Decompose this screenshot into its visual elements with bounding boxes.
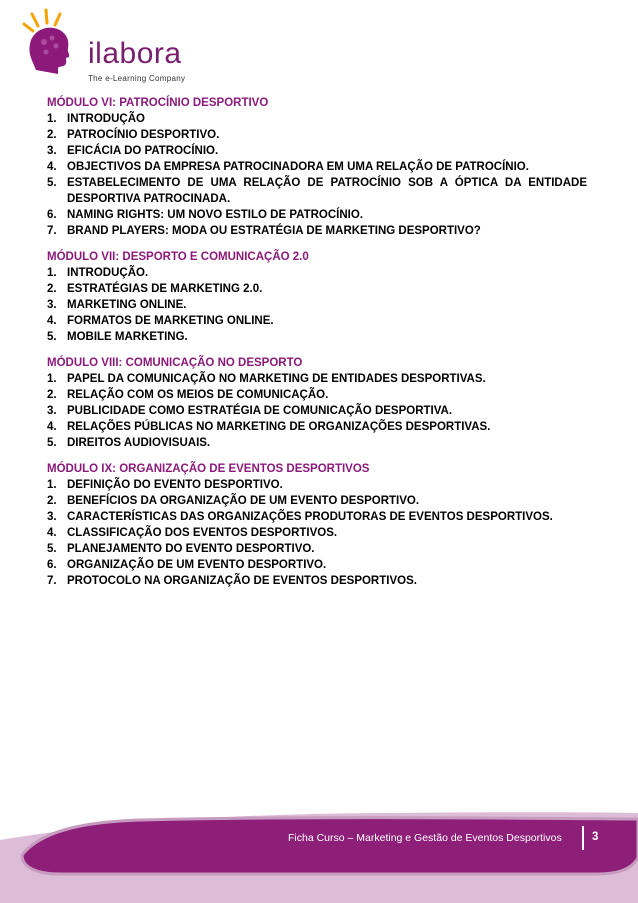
- logo-head-icon: [22, 8, 82, 84]
- list-item: 6. ORGANIZAÇÃO DE UM EVENTO DESPORTIVO.: [47, 559, 327, 571]
- module-topic-list: [47, 371, 587, 451]
- module-topic-list: [47, 265, 587, 345]
- module-title: MÓDULO IX: ORGANIZAÇÃO DE EVENTOS DESPORTIVOS: [47, 463, 370, 475]
- list-item: 1. INTRODUÇÃO.: [47, 267, 149, 279]
- company-logo: [22, 8, 222, 88]
- module-title: MÓDULO VII: DESPORTO E COMUNICAÇÃO 2.0: [47, 251, 309, 263]
- list-item: 4. FORMATOS DE MARKETING ONLINE.: [47, 315, 274, 327]
- footer-band: [0, 800, 638, 903]
- list-item: 6. NAMING RIGHTS: UM NOVO ESTILO DE PATROCÍNIO.: [47, 209, 364, 221]
- list-item: 2. PATROCÍNIO DESPORTIVO.: [47, 129, 220, 141]
- course-syllabus: [47, 95, 587, 599]
- list-item: 1. PAPEL DA COMUNICAÇÃO NO MARKETING DE ENTIDADES DESPORTIVAS.: [47, 373, 486, 385]
- page-number: 3: [592, 831, 599, 843]
- list-item: 1. DEFINIÇÃO DO EVENTO DESPORTIVO.: [47, 479, 283, 491]
- module-vii: [47, 249, 587, 345]
- list-item: 7. PROTOCOLO NA ORGANIZAÇÃO DE EVENTOS DESPORTIVOS.: [47, 575, 417, 587]
- list-item: 7. BRAND PLAYERS: MODA OU ESTRATÉGIA DE MARKETING DESPORTIVO?: [47, 225, 481, 237]
- logo-wordmark: ilabora: [88, 37, 182, 70]
- list-item: 4. CLASSIFICAÇÃO DOS EVENTOS DESPORTIVOS.: [47, 527, 338, 539]
- list-item: 4. RELAÇÕES PÚBLICAS NO MARKETING DE ORGANIZAÇÕES DESPORTIVAS.: [47, 421, 491, 433]
- list-item: 4. OBJECTIVOS DA EMPRESA PATROCINADORA EM UMA RELAÇÃO DE PATROCÍNIO.: [47, 161, 529, 173]
- module-ix: [47, 461, 587, 589]
- list-item: 5. PLANEJAMENTO DO EVENTO DESPORTIVO.: [47, 543, 315, 555]
- module-topic-list: [47, 111, 587, 239]
- list-item: 3. EFICÁCIA DO PATROCÍNIO.: [47, 145, 219, 157]
- module-vi: [47, 95, 587, 239]
- list-item: 1. INTRODUÇÃO: [47, 113, 145, 125]
- list-item: 3. PUBLICIDADE COMO ESTRATÉGIA DE COMUNICAÇÃO DESPORTIVA.: [47, 405, 453, 417]
- footer-course-title: Ficha Curso – Marketing e Gestão de Eventos Desportivos: [288, 832, 562, 844]
- logo-tagline: The e-Learning Company: [88, 74, 186, 83]
- footer-divider: [582, 826, 584, 850]
- list-item: 3. CARACTERÍSTICAS DAS ORGANIZAÇÕES PRODUTORAS DE EVENTOS DESPORTIVOS.: [47, 511, 553, 523]
- list-item: 2. RELAÇÃO COM OS MEIOS DE COMUNICAÇÃO.: [47, 389, 329, 401]
- list-item: 2. ESTRATÉGIAS DE MARKETING 2.0.: [47, 283, 263, 295]
- module-viii: [47, 355, 587, 451]
- list-item: 5. DIREITOS AUDIOVISUAIS.: [47, 437, 211, 449]
- list-item: 3. MARKETING ONLINE.: [47, 299, 187, 311]
- list-item: 2. BENEFÍCIOS DA ORGANIZAÇÃO DE UM EVENTO DESPORTIVO.: [47, 495, 420, 507]
- module-topic-list: [47, 477, 587, 589]
- list-item: 5. MOBILE MARKETING.: [47, 331, 188, 343]
- module-title: MÓDULO VIII: COMUNICAÇÃO NO DESPORTO: [47, 357, 303, 369]
- list-item: 5. ESTABELECIMENTO DE UMA RELAÇÃO DE PATROCÍNIO SOB A ÓPTICA DA ENTIDADE DESPORTIVA PATROCINADA.: [47, 177, 587, 205]
- module-title: MÓDULO VI: PATROCÍNIO DESPORTIVO: [47, 97, 269, 109]
